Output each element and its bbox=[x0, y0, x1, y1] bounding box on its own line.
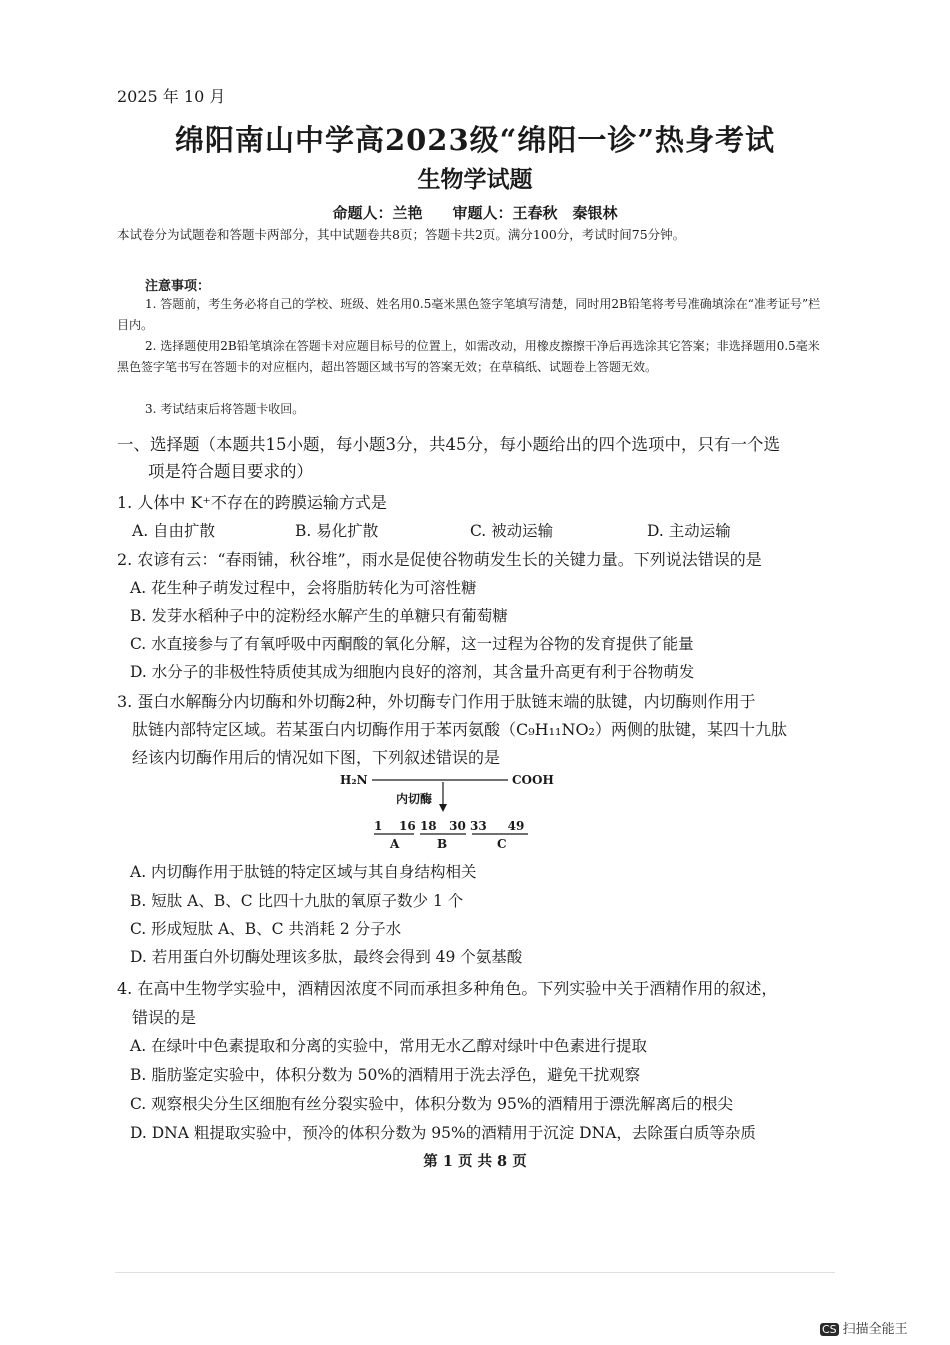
fragment-b-label: B bbox=[437, 837, 448, 851]
q1-option-c: C. 被动运输 bbox=[470, 522, 554, 540]
q3-option-b: B. 短肽 A、B、C 比四十九肽的氧原子数少 1 个 bbox=[130, 892, 464, 910]
q2-option-a: A. 花生种子萌发过程中，会将脂肪转化为可溶性糖 bbox=[130, 579, 477, 597]
exam-subtitle: 生物学试题 bbox=[417, 166, 533, 193]
q2-option-b: B. 发芽水稻种子中的淀粉经水解产生的单糖只有葡萄糖 bbox=[130, 607, 508, 625]
q4-option-c: C. 观察根尖分生区细胞有丝分裂实验中，体积分数为 95%的酒精用于漂洗解离后的根尖 bbox=[130, 1095, 734, 1113]
scanner-watermark bbox=[820, 1318, 908, 1337]
exam-date: 2025 年 10 月 bbox=[117, 87, 226, 106]
q3-option-d: D. 若用蛋白外切酶处理该多肽，最终会得到 49 个氨基酸 bbox=[130, 948, 523, 966]
carboxyl-terminus-label: COOH bbox=[512, 773, 554, 787]
q1-option-a: A. 自由扩散 bbox=[132, 522, 216, 540]
enzyme-arrow-head bbox=[439, 804, 447, 812]
notice-item-3: 3. 考试结束后将答题卡收回。 bbox=[145, 402, 305, 416]
scan-edge-divider bbox=[115, 1272, 835, 1273]
notice-title: 注意事项： bbox=[145, 279, 211, 294]
q3-stem-line2: 肽链内部特定区域。若某蛋白内切酶作用于苯丙氨酸（C₉H₁₁NO₂）两侧的肽键，某四十九肽 bbox=[132, 720, 787, 739]
scanner-text: 扫描全能王 bbox=[842, 1322, 908, 1337]
q1-stem: 1. 人体中 K⁺不存在的跨膜运输方式是 bbox=[117, 493, 387, 512]
page-number: 第 1 页 共 8 页 bbox=[423, 1153, 527, 1170]
scanner-logo-icon: CS bbox=[822, 1323, 837, 1336]
fragment-c-label: C bbox=[497, 837, 507, 851]
peptide-diagram bbox=[340, 770, 560, 855]
section-heading-line2: 项是符合题目要求的） bbox=[148, 462, 313, 481]
notice-item-2: 2. 选择题使用2B铅笔填涂在答题卡对应题目标号的位置上，如需改动，用橡皮擦擦干净后再选涂其它答案；非选择题用0.5毫米黑色签字笔书写在答题卡的对应框内，超出答题区域书写的答案无效；在草稿纸、试题卷上答题无效。 bbox=[117, 339, 820, 374]
residue-positions-label: 1 16 18 30 33 49 bbox=[374, 819, 525, 833]
q1-option-b: B. 易化扩散 bbox=[295, 522, 379, 540]
section-heading-line1: 一、选择题（本题共15小题，每小题3分，共45分，每小题给出的四个选项中，只有一个选 bbox=[117, 435, 780, 454]
notice-item-1: 1. 答题前，考生务必将自己的学校、班级、姓名用0.5毫米黑色签字笔填写清楚，同时用2B铅笔将考号准确填涂在“准考证号”栏目内。 bbox=[117, 297, 821, 332]
q3-stem-line3: 经该内切酶作用后的情况如下图，下列叙述错误的是 bbox=[132, 748, 501, 767]
q1-option-d: D. 主动运输 bbox=[647, 522, 731, 540]
fragment-a-label: A bbox=[390, 837, 400, 851]
q4-option-b: B. 脂肪鉴定实验中，体积分数为 50%的酒精用于洗去浮色，避免干扰观察 bbox=[130, 1066, 641, 1084]
exam-title: 绵阳南山中学高2023级“绵阳一诊”热身考试 bbox=[174, 123, 776, 157]
q4-stem-line1: 4. 在高中生物学实验中，酒精因浓度不同而承担多种角色。下列实验中关于酒精作用的叙述， bbox=[117, 979, 778, 998]
amino-terminus-label: H₂N bbox=[340, 773, 368, 787]
q3-stem-line1: 3. 蛋白水解酶分内切酶和外切酶2种，外切酶专门作用于肽链末端的肽键，内切酶则作用于 bbox=[117, 692, 756, 711]
exam-intro: 本试卷分为试题卷和答题卡两部分，其中试题卷共8页；答题卡共2页。满分100分，考试时间75分钟。 bbox=[117, 227, 686, 242]
q3-option-c: C. 形成短肽 A、B、C 共消耗 2 分子水 bbox=[130, 920, 402, 938]
exam-authors: 命题人：兰艳 审题人：王春秋 秦银林 bbox=[332, 204, 618, 222]
q4-stem-line2: 错误的是 bbox=[132, 1008, 197, 1027]
q4-option-a: A. 在绿叶中色素提取和分离的实验中，常用无水乙醇对绿叶中色素进行提取 bbox=[130, 1037, 648, 1055]
q2-stem: 2. 农谚有云：“春雨铺，秋谷堆”，雨水是促使谷物萌发生长的关键力量。下列说法错误的是 bbox=[117, 550, 762, 569]
q4-option-d: D. DNA 粗提取实验中，预冷的体积分数为 95%的酒精用于沉淀 DNA，去除蛋白质等杂质 bbox=[130, 1124, 756, 1142]
q2-option-d: D. 水分子的非极性特质使其成为细胞内良好的溶剂，其含量升高更有利于谷物萌发 bbox=[130, 663, 695, 681]
enzyme-label: 内切酶 bbox=[396, 792, 433, 806]
q2-option-c: C. 水直接参与了有氧呼吸中丙酮酸的氧化分解，这一过程为谷物的发育提供了能量 bbox=[130, 635, 694, 653]
q3-option-a: A. 内切酶作用于肽链的特定区域与其自身结构相关 bbox=[130, 863, 477, 881]
